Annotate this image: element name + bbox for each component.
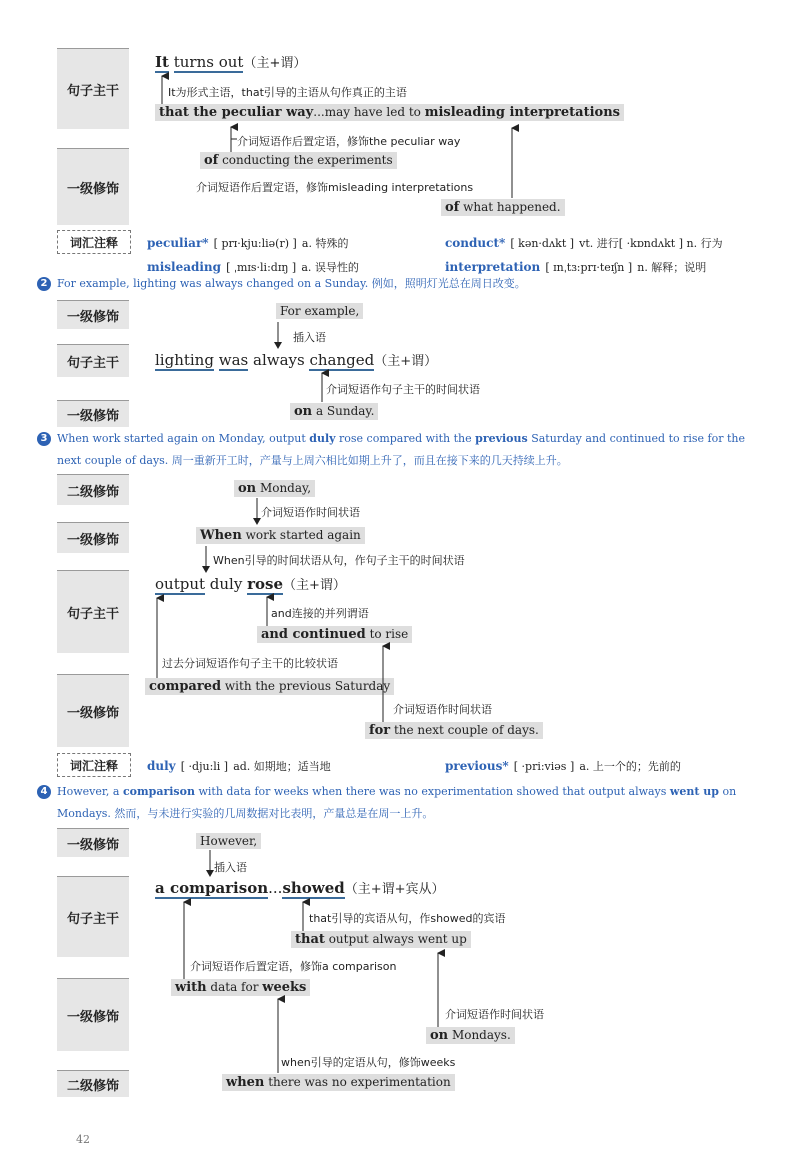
vocab-conduct: conduct* [ kən·dʌkt ] vt. 进行[ ·kɒndʌkt ] n. 行为 [445,236,723,250]
when-clause: When work started again [196,527,365,544]
annotation-it: It为形式主语，that引导的主语从句作真正的主语 [168,86,407,99]
of-what-happened: of what happened. [441,199,565,216]
vocab-interpretation: interpretation [ ɪnˌtɜ:prɪ·teɪʃn ] n. 解释；说明 [445,260,707,274]
annotation-prep2: 介词短语作后置定语，修饰misleading interpretations [196,181,474,194]
page-number: 42 [76,1133,90,1146]
annotation-when: When引导的时间状语从句，作句子主干的时间状语 [213,554,465,567]
label-level2: 二级修饰 [57,474,129,505]
label-level1: 一级修饰 [57,400,129,427]
annotation-that: that引导的宾语从句，作showed的宾语 [309,912,506,925]
on-mondays: on Mondays. [426,1027,515,1044]
main-clause-4: a comparison...showed（主+谓+宾从） [155,879,445,897]
vocab-duly: duly [ ·dju:li ] ad. 如期地；适当地 [147,759,331,773]
main-clause-2: lighting was always changed（主+谓） [155,351,438,369]
that-clause-4: that output always went up [291,931,471,948]
label-main-clause: 句子主干 [57,344,129,377]
annotation-and: and连接的并列谓语 [271,607,369,620]
annotation-time2: 介词短语作时间状语 [393,703,492,716]
label-level1: 一级修饰 [57,828,129,857]
sentence-2: 2 For example, lighting was always changed on a Sunday. 例如，照明灯光总在周日改变。 [57,273,757,295]
of-conducting: of conducting the experiments [200,152,397,169]
label-level1: 一级修饰 [57,522,129,553]
grammar-tag: （主+谓） [243,56,307,71]
annotation-insert: 插入语 [214,861,247,874]
annotation-prep: 介词短语作后置定语，修饰a comparison [190,960,397,973]
annotation-when-4: when引导的定语从句，修饰weeks [281,1056,456,1069]
label-main-clause: 句子主干 [57,876,129,957]
annotation-past: 过去分词短语作句子主干的比较状语 [162,657,338,670]
vocab-previous: previous* [ ·pri:viəs ] a. 上一个的；先前的 [445,759,681,773]
annotation-time: 介词短语作句子主干的时间状语 [326,383,480,396]
label-main-clause: 句子主干 [57,48,129,129]
label-level1: 一级修饰 [57,674,129,747]
label-level1: 一级修饰 [57,148,129,225]
annotation-time1: 介词短语作时间状语 [261,506,360,519]
annotation-prep1: 介词短语作后置定语，修饰the peculiar way [237,135,461,148]
for-next-days: for the next couple of days. [365,722,543,739]
word-it: It [155,53,169,71]
however: However, [196,833,261,849]
with-data: with data for weeks [171,979,310,996]
vocab-label: 词汇注释 [57,753,131,777]
compared-with: compared with the previous Saturday [145,678,394,695]
vocab-misleading: misleading [ ˌmɪs·li:dɪŋ ] a. 误导性的 [147,260,359,274]
when-clause-4: when there was no experimentation [222,1074,455,1091]
main-clause-3: output duly rose（主+谓） [155,575,346,593]
annotation-insert: 插入语 [293,331,326,344]
that-clause: that the peculiar way...may have led to misleading interpretations [155,104,624,121]
sentence-3: 3 When work started again on Monday, output duly rose compared with the previous Saturday and continued to rise for the next couple of days. 周一重新开工时，产量与上周六相比如期上升了，而且在接下来的几天持续上升。 [57,428,757,472]
label-level1: 一级修饰 [57,300,129,329]
label-level2: 二级修饰 [57,1070,129,1097]
sentence-4: 4 However, a comparison with data for weeks when there was no experimentation showed that output always went up on Mondays. 然而，与未进行实验的几周数据对比表明，产量总是在周一上升。 [57,781,757,825]
word-turns-out: turns out [173,53,244,71]
label-main-clause: 句子主干 [57,570,129,653]
on-monday: on Monday, [234,480,315,497]
annotation-time: 介词短语作时间状语 [445,1008,544,1021]
on-a-sunday: on a Sunday. [290,403,378,420]
vocab-peculiar: peculiar* [ prɪ·kju:liə(r) ] a. 特殊的 [147,236,349,250]
and-continued: and continued to rise [257,626,412,643]
for-example: For example, [276,303,363,319]
label-level1: 一级修饰 [57,978,129,1051]
vocab-label: 词汇注释 [57,230,131,254]
